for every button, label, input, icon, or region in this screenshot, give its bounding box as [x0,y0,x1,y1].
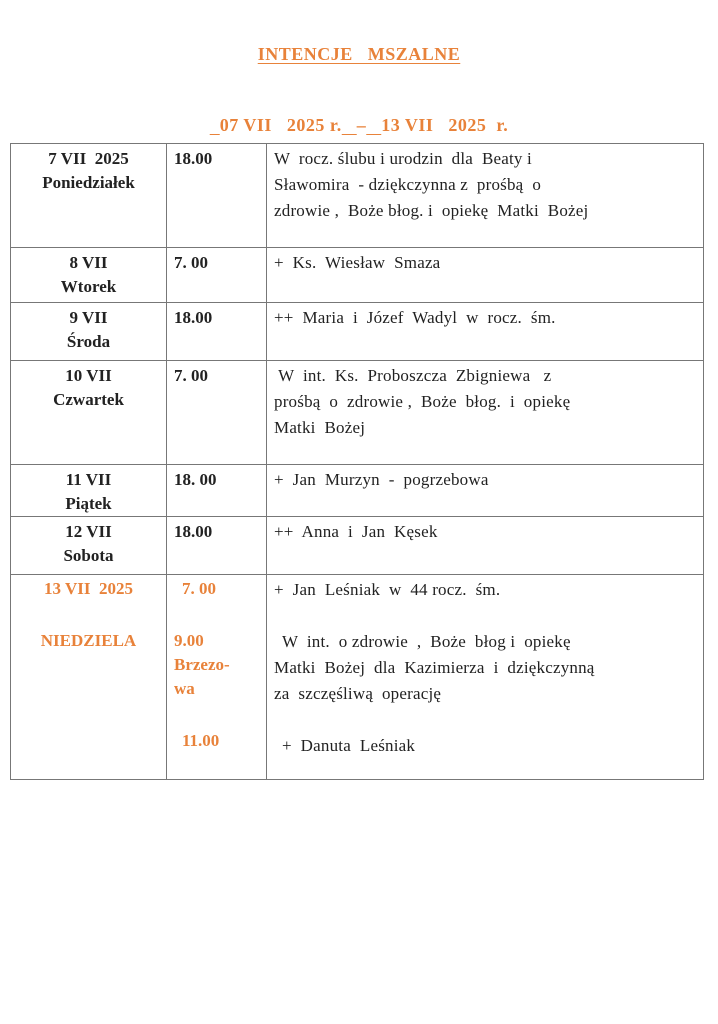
table-row [11,465,704,517]
row-day: NIEDZIELA [40,631,137,650]
intention-line: W rocz. ślubu i urodzin dla Beaty i [274,149,532,168]
table-row [11,361,704,465]
intention-cell [267,248,704,303]
intention-line: Matki Bożej [274,418,366,437]
row-date: 10 VII [65,366,112,385]
day-cell [11,248,167,303]
table-row [11,303,704,361]
table-row [11,144,704,248]
intention-line: + Jan Murzyn - pogrzebowa [274,470,489,489]
date-range-dash: – [356,115,367,135]
row-date: 8 VII [69,253,108,272]
intention-line: Sławomira - dziękczynna z prośbą o [274,175,542,194]
intention-cell [267,144,704,248]
table-row [11,517,704,575]
row-day: Piątek [65,494,112,513]
row-day: Poniedziałek [42,173,135,192]
row-day: Środa [66,332,111,351]
time-3: 11.00 [182,731,220,750]
row-day: Wtorek [60,277,117,296]
row-date: 12 VII [65,522,112,541]
time-2: 9.00 [174,631,204,650]
intention-line: ++ Maria i Józef Wadyl w rocz. śm. [274,308,556,327]
page-title: INTENCJE MSZALNE [257,44,461,64]
date-range [0,94,718,136]
place-line: wa [174,679,195,698]
intention-cell [267,517,704,575]
time-1: 7. 00 [182,579,216,598]
row-date: 11 VII [65,470,112,489]
intention-line: W int. o zdrowie , Boże błog i opiekę [282,632,571,651]
date-range-from: 07 VII 2025 r. [219,115,342,135]
intention-line: ++ Anna i Jan Kęsek [274,522,438,541]
intention-line: W int. Ks. Proboszcza Zbigniewa z [274,366,552,385]
table-row-sunday [11,575,704,780]
day-cell [11,465,167,517]
row-day: Czwartek [53,390,124,409]
intentions-table [10,143,704,780]
intention-cell [267,361,704,465]
time-cell: 18. 00 [167,465,267,517]
place-line: Brzezo- [174,655,230,674]
row-date: 7 VII 2025 [48,149,129,168]
time-cell: 7. 00 [167,361,267,465]
day-cell [11,517,167,575]
intention-line: prośbą o zdrowie , Boże błog. i opiekę [274,392,571,411]
row-date: 13 VII 2025 [44,579,133,598]
intention-line: za szczęśliwą operację [274,684,442,703]
time-cell [167,575,267,780]
date-range-to: 13 VII 2025 r. [381,115,509,135]
day-cell [11,361,167,465]
intention-cell [267,303,704,361]
time-cell: 18.00 [167,303,267,361]
intention-line: + Jan Leśniak w 44 rocz. śm. [274,580,501,599]
intention-line: Matki Bożej dla Kazimierza i dziękczynną [274,658,595,677]
time-cell: 18.00 [167,144,267,248]
day-cell [11,144,167,248]
intention-line: + Ks. Wiesław Smaza [274,253,441,272]
intention-cell [267,465,704,517]
time-cell: 18.00 [167,517,267,575]
intention-line: + Danuta Leśniak [282,736,416,755]
table-row [11,248,704,303]
day-cell [11,575,167,780]
row-day: Sobota [63,546,114,565]
day-cell [11,303,167,361]
time-cell: 7. 00 [167,248,267,303]
intention-line: zdrowie , Boże błog. i opiekę Matki Bożej [274,201,589,220]
row-date: 9 VII [69,308,108,327]
intention-cell [267,575,704,780]
